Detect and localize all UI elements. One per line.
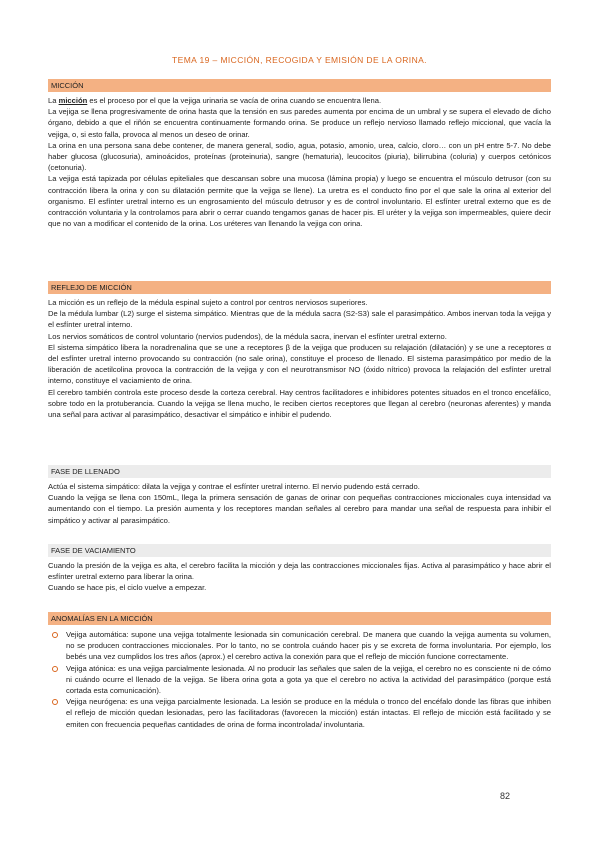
reflejo-paragraph-5: El cerebro también controla este proceso desde la corteza cerebral. Hay centros facilitadores e inhibidores potentes situados en el tronco encefálico, sobre todo en la protuberancia. Cuando la vejiga se llena mucho, le reciben ciertos receptores que llegan al cerebro (neuronas aferentes) y manda una señal para activar al parasimpático, desactivar el simpático e inhibir el pudendo. bbox=[48, 387, 551, 420]
section-vaciamiento bbox=[48, 544, 551, 594]
section-miccion bbox=[48, 79, 551, 229]
section-heading-reflejo: REFLEJO DE MICCIÓN bbox=[48, 281, 551, 294]
reflejo-paragraph-2: De la médula lumbar (L2) surge el sistema simpático. Mientras que de la médula sacra (S2-S3) sale el parasimpático. Ambos inervan toda la vejiga y el esfínter uretral interno. bbox=[48, 309, 551, 330]
page-number: 82 bbox=[500, 791, 511, 801]
reflejo-paragraph-4: El sistema simpático libera la noradrenalina que se une a receptores β de la vejiga que producen su relajación (dilatación) y se une a receptores α del esfínter uretral interno provocando su contracción (no sale orina), constituye el proceso de llenado. El sistema parasimpático por medio de la liberación de acetilcolina provoca la contracción de la vejiga y con el neurotransmisor NO (óxido nítrico) provoca la relajación del esfínter uretral interno, constituye el vaciamiento de orina. bbox=[48, 342, 551, 386]
section-heading-anomalias: ANOMALÍAS EN LA MICCIÓN bbox=[48, 612, 551, 625]
miccion-p1-post: es el proceso por el que la vejiga urinaria se vacía de orina cuando se encuentra llena. bbox=[87, 96, 382, 105]
anomalia-atonica: Vejiga atónica: es una vejiga parcialmente lesionada. Al no producir las señales que salen de la vejiga, el cerebro no es consciente ni de cómo ni cuándo ocurre el llenado de la vejiga. Se libera orina gota a gota ya que el cerebro no activa la actividad del parasimpático (porque está cortada esta comunicación). bbox=[66, 663, 551, 696]
miccion-paragraph-2: La vejiga se llena progresivamente de orina hasta que la tensión en sus paredes aumenta por encima de un umbral y se supera el elevado de dicho órgano, debido a que el riñón se encuentra continuamente formando orina. Se produce un reflejo nervioso llamado reflejo miccional, que vacía la vejiga, o, si esto falla, provoca al menos un deseo de orinar. bbox=[48, 107, 551, 139]
anomalia-neurogena: Vejiga neurógena: es una vejiga parcialmente lesionada. La lesión se produce en la médula o tronco del encéfalo donde las fibras que inhiben el reflejo de micción quedan lesionadas, pero las facilitadoras (favorecen la micción) están intactas. El reflejo de micción está facilitado y se emiten con frecuencia pequeñas cantidades de orina de forma incontrolada/ involuntaria. bbox=[66, 697, 551, 729]
bullet-circle-icon bbox=[52, 666, 58, 672]
anomalias-list bbox=[48, 629, 551, 730]
anomalia-automatica: Vejiga automática: supone una vejiga totalmente lesionada sin comunicación cerebral. De manera que cuando la vejiga aumenta su volumen, no se producen contracciones miccionales. Por lo tanto, no se controla cuándo hacer pis y se excreta de forma involuntaria. Por ejemplo, los bebés una vez cumplidos los tres años (aprox.) el cerebro activa la conexión para que el reflejo de micción funcione correctamente. bbox=[66, 630, 551, 662]
section-heading-llenado: FASE DE LLENADO bbox=[48, 465, 551, 478]
vaciamiento-paragraph-1: Cuando la presión de la vejiga es alta, el cerebro facilita la micción y deja las contracciones miccionales fijas. Activa al parasimpático y hace abrir el esfínter uretral externo para liberar la orina. bbox=[48, 561, 551, 582]
miccion-paragraph-3: La orina en una persona sana debe contener, de manera general, sodio, agua, potasio, amonio, urea, calcio, cloro… con un pH entre 5-7. No debe haber glucosa (glucosuria), aminoácidos, proteínas (proteinuria), sangre (hematuria), leucocitos (piuria), bilirrubina (coluria) y cuerpos cetónicos (cetonuria). bbox=[48, 140, 551, 173]
miccion-definition bbox=[48, 95, 551, 106]
section-heading-vaciamiento: FASE DE VACIAMIENTO bbox=[48, 544, 551, 557]
llenado-paragraph-2: Cuando la vejiga se llena con 150mL, llega la primera sensación de ganas de orinar con pequeñas contracciones miccionales cuya intensidad va aumentando con el tiempo. La presión aumenta y los receptores mandan señales al cerebro para mandar una señal de respuesta para inhibir el simpático y activar al parasimpático. bbox=[48, 493, 551, 525]
reflejo-paragraph-3: Los nervios somáticos de control voluntario (nervios pudendos), de la médula sacra, inervan el esfínter uretral externo. bbox=[48, 331, 447, 341]
section-anomalias bbox=[48, 612, 551, 730]
list-item bbox=[48, 663, 551, 697]
miccion-p1-pre: La bbox=[48, 96, 59, 105]
reflejo-paragraph-1: La micción es un reflejo de la médula espinal sujeto a control por centros nerviosos superiores. bbox=[48, 298, 368, 307]
section-heading-miccion: MICCIÓN bbox=[48, 79, 551, 92]
miccion-paragraph-4: La vejiga está tapizada por células epiteliales que descansan sobre una mucosa (lámina propia) y luego se encuentra el músculo detrusor (con su contracción libera la orina y con su dilatación permite que la vejiga se llene). La uretra es el conducto fino por el que sale la orina al exterior del organismo. El esfínter uretral interno es un engrosamiento del músculo detrusor y es de control involuntario. El esfínter uretral externo que es de contracción voluntaria y la controlamos para abrir o cerrar cuando tengamos ganas de hacer pis. El uréter y la vejiga son impermeables, quiere decir que no van a modificar el contenido de la orina. Los uréteres van llenando la vejiga con orina. bbox=[48, 174, 551, 229]
section-llenado bbox=[48, 465, 551, 526]
page-title: TEMA 19 – MICCIÓN, RECOGIDA Y EMISIÓN DE LA ORINA. bbox=[172, 55, 427, 65]
list-item bbox=[48, 696, 551, 730]
bullet-circle-icon bbox=[52, 632, 58, 638]
llenado-paragraph-1: Actúa el sistema simpático: dilata la vejiga y contrae el esfínter uretral interno. El nervio pudendo está cerrado. bbox=[48, 482, 420, 491]
section-reflejo bbox=[48, 281, 551, 420]
vaciamiento-paragraph-2: Cuando se hace pis, el ciclo vuelve a empezar. bbox=[48, 583, 207, 593]
list-item bbox=[48, 629, 551, 663]
bullet-circle-icon bbox=[52, 699, 58, 705]
miccion-term: micción bbox=[58, 96, 88, 105]
